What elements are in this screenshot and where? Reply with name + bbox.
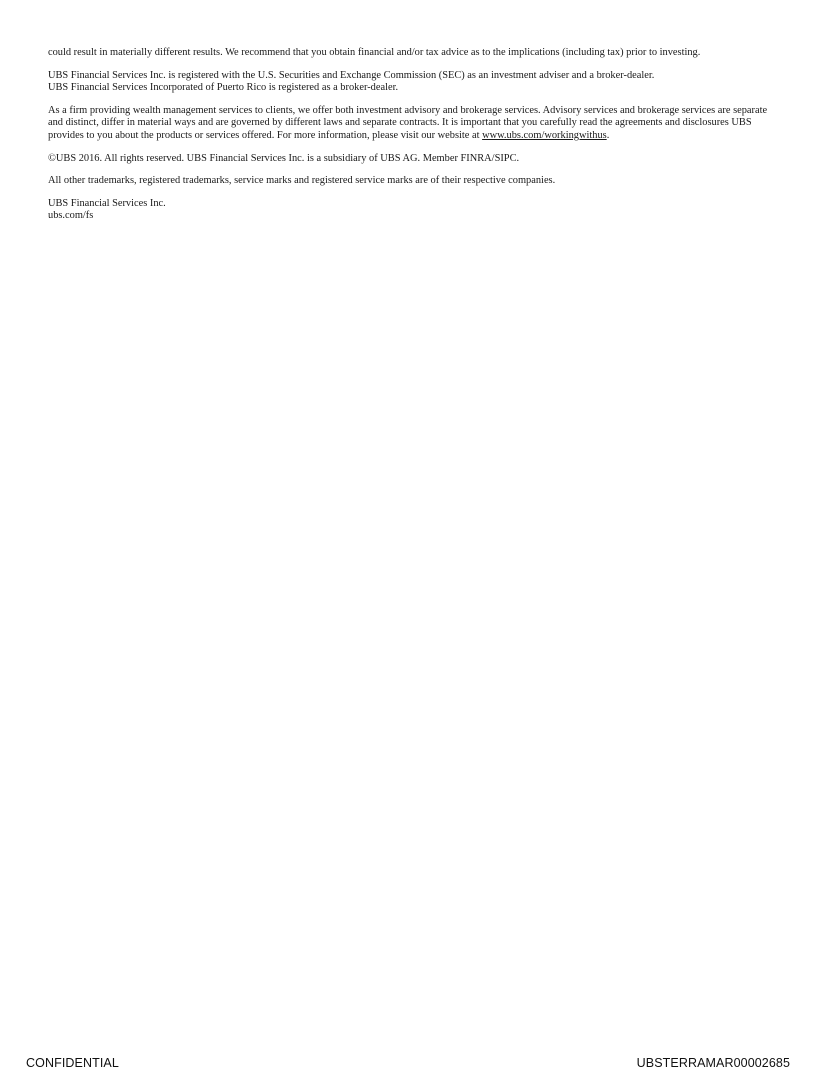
company-name: UBS Financial Services Inc.	[48, 197, 166, 209]
services-text-end: .	[606, 129, 610, 141]
disclosure-content	[48, 47, 770, 233]
registration-line-sec: UBS Financial Services Inc. is registered with the U.S. Securities and Exchange Commission (SEC) as an investment adviser and a broker-dealer.	[48, 69, 655, 81]
company-website: ubs.com/fs	[48, 210, 94, 222]
confidential-label: CONFIDENTIAL	[26, 1056, 119, 1070]
registration-line-puerto-rico: UBS Financial Services Incorporated of Puerto Rico is registered as a broker-dealer.	[48, 82, 399, 94]
disclosure-paragraph-registration	[48, 70, 770, 95]
disclosure-paragraph-trademarks: All other trademarks, registered trademarks, service marks and registered service marks are of their respective companies.	[48, 175, 556, 187]
bates-number: UBSTERRAMAR00002685	[636, 1056, 790, 1070]
company-signature	[48, 198, 770, 223]
disclosure-paragraph-services	[48, 105, 770, 143]
services-text: As a firm providing wealth management services to clients, we offer both investment advisory and brokerage services. Advisory services and brokerage services are separate and distinct, differ in material ways and are governed by different laws and separate contracts. It is important that you carefully read the agreements and disclosures UBS provides to you about the products or services offered. For more information, please visit our website at	[48, 104, 768, 141]
disclosure-paragraph-results: could result in materially different results. We recommend that you obtain financial and/or tax advice as to the implications (including tax) prior to investing.	[48, 47, 701, 58]
working-with-us-link[interactable]: www.ubs.com/workingwithus	[482, 129, 607, 141]
disclosure-paragraph-copyright: ©UBS 2016. All rights reserved. UBS Financial Services Inc. is a subsidiary of UBS AG. Member FINRA/SIPC.	[48, 152, 520, 164]
